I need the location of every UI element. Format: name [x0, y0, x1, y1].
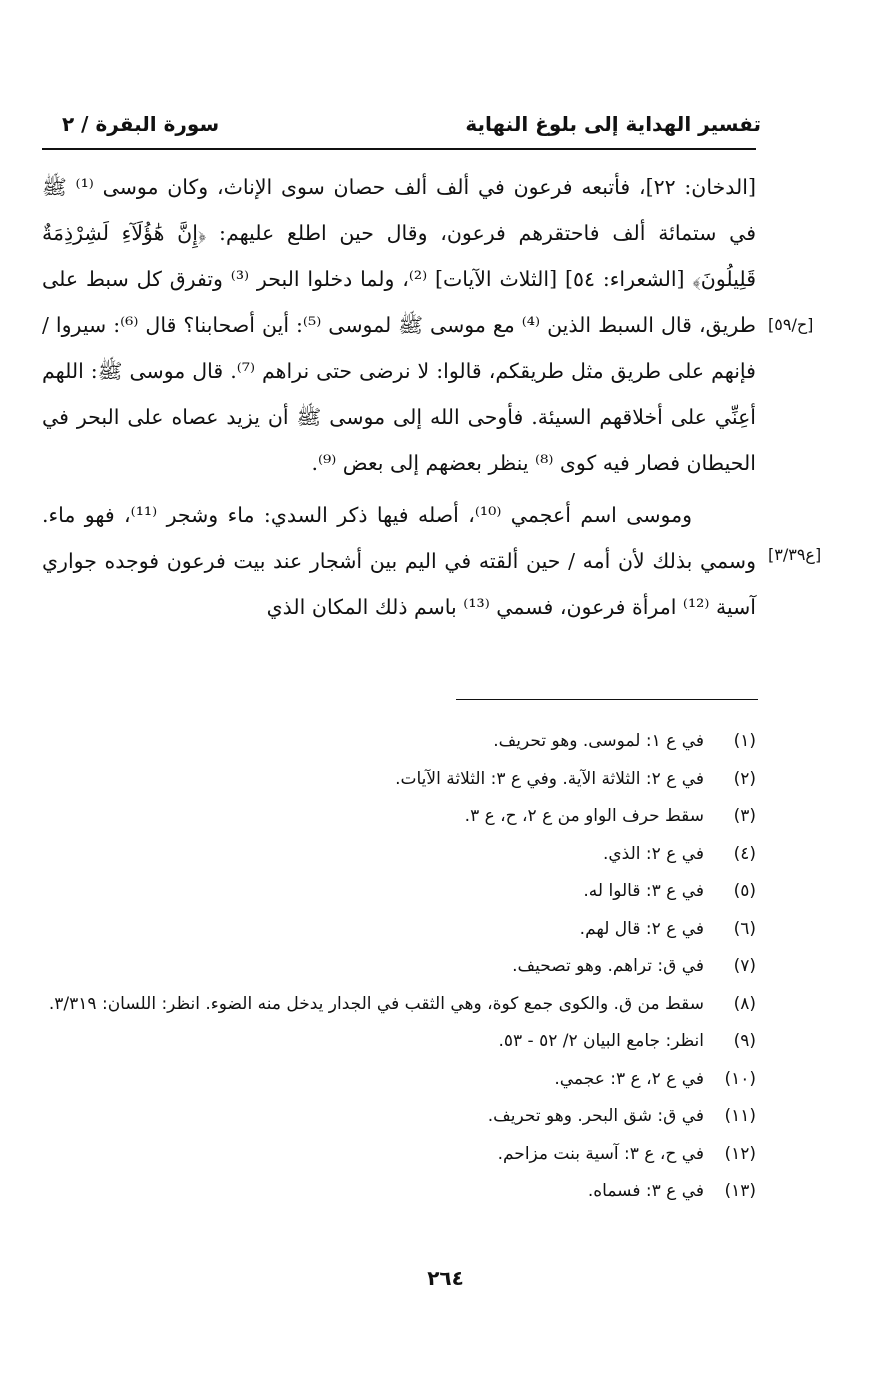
footnote-number: (٧): [733, 956, 756, 976]
footnote-item: [42, 948, 756, 986]
footnote-number: (١٣): [724, 1181, 756, 1201]
running-header-title: تفسير الهداية إلى بلوغ النهاية: [465, 112, 761, 136]
footnote-text: في ع ١: لموسى. وهو تحريف.: [493, 731, 704, 751]
paragraph-2: وموسى اسم أعجمي ⁽¹⁰⁾، أصله فيها ذكر السدي: ماء وشجر ⁽¹¹⁾، فهو ماء. وسمي بذلك لأن أمه / حين ألقته في اليم بين أشجار عند بيت فرعون فوجده جواري آسية ⁽¹²⁾ امرأة فرعون، فسمي ⁽¹³⁾ باسم ذلك المكان الذي: [42, 503, 756, 619]
footnote-item: [42, 911, 756, 949]
footnote-item: [42, 836, 756, 874]
margin-note-manuscript-ha: [ح/٥٩]: [768, 315, 814, 334]
footnote-number: (١٠): [724, 1068, 756, 1089]
footnote-text: في ع ٢، ع ٣: عجمي.: [554, 1068, 704, 1089]
footnote-number: (٣): [733, 806, 756, 826]
footnote-number: (١٢): [724, 1143, 756, 1164]
page-number: ٢٦٤: [427, 1266, 464, 1290]
footnote-number: (٦): [733, 918, 756, 939]
footnote-item: [42, 1136, 756, 1174]
footnote-text: سقط حرف الواو من ع ٢، ح، ع ٣.: [464, 806, 704, 826]
footnote-item: [42, 986, 756, 1024]
main-text: [42, 164, 756, 630]
footnote-text: في ق: تراهم. وهو تصحيف.: [512, 956, 704, 976]
footnote-item: [42, 798, 756, 836]
footnote-text: انظر: جامع البيان ٢/ ٥٢ - ٥٣.: [498, 1031, 704, 1051]
footnote-number: (٤): [733, 843, 756, 864]
footnote-text: سقط من ق. والكوى جمع كوة، وهي الثقب في الجدار يدخل منه الضوء. انظر: اللسان: ٣/٣١٩.: [48, 993, 704, 1014]
margin-note-manuscript-ain: [ع٣/٣٩]: [768, 545, 822, 564]
footnote-number: (٥): [733, 881, 756, 901]
footnote-text: في ق: شق البحر. وهو تحريف.: [487, 1106, 704, 1126]
footnote-item: [42, 873, 756, 911]
footnote-text: في ع ٣: فسماه.: [587, 1181, 704, 1201]
running-header-surah: سورة البقرة / ٢: [62, 112, 220, 136]
footnote-item: [42, 1173, 756, 1211]
footnote-item: [42, 1023, 756, 1061]
footnote-text: في ع ٢: الذي.: [602, 843, 704, 864]
footnote-text: في ع ٢: قال لهم.: [579, 918, 704, 939]
footnote-text: في ع ٢: الثلاثة الآية. وفي ع ٣: الثلاثة الآيات.: [395, 768, 704, 789]
footnote-separator: [456, 699, 758, 700]
footnote-item: [42, 1061, 756, 1099]
paragraph-1: [الدخان: ٢٢]، فأتبعه فرعون في ألف ألف حصان سوى الإناث، وكان موسى ⁽¹⁾ ﷺ في ستمائة ألف فاحتقرهم فرعون، وقال حين اطلع عليهم: ﴿إِنَّ هَٰؤُلَآءِ لَشِرْذِمَةٌ قَلِيلُونَ﴾ [الشعراء: ٥٤] [الثلاث الآيات] ⁽²⁾، ولما دخلوا البحر ⁽³⁾ وتفرق كل سبط على طريق، قال السبط الذين ⁽⁴⁾ مع موسى ﷺ لموسى ⁽⁵⁾: أين أصحابنا؟ قال ⁽⁶⁾: سيروا / فإنهم على طريق مثل طريقكم، قالوا: لا نرضى حتى نراهم ⁽⁷⁾. قال موسى ﷺ: اللهم أعِنِّي على أخلاقهم السيئة. فأوحى الله إلى موسى ﷺ أن يزيد عصاه على البحر في الحيطان فصار فيه كوى ⁽⁸⁾ ينظر بعضهم إلى بعض ⁽⁹⁾.: [42, 175, 756, 475]
footnotes-list: [42, 723, 756, 1211]
header-rule: [42, 148, 756, 150]
footnote-number: (٩): [733, 1031, 756, 1051]
footnote-text: في ح، ع ٣: آسية بنت مزاحم.: [497, 1143, 704, 1164]
footnote-item: [42, 761, 756, 799]
footnote-item: [42, 1098, 756, 1136]
footnote-number: (٨): [733, 993, 756, 1014]
footnote-number: (١١): [724, 1106, 756, 1126]
footnote-item: [42, 723, 756, 761]
footnote-number: (٢): [733, 768, 756, 789]
footnote-text: في ع ٣: قالوا له.: [583, 881, 704, 901]
footnote-number: (١): [733, 731, 756, 751]
